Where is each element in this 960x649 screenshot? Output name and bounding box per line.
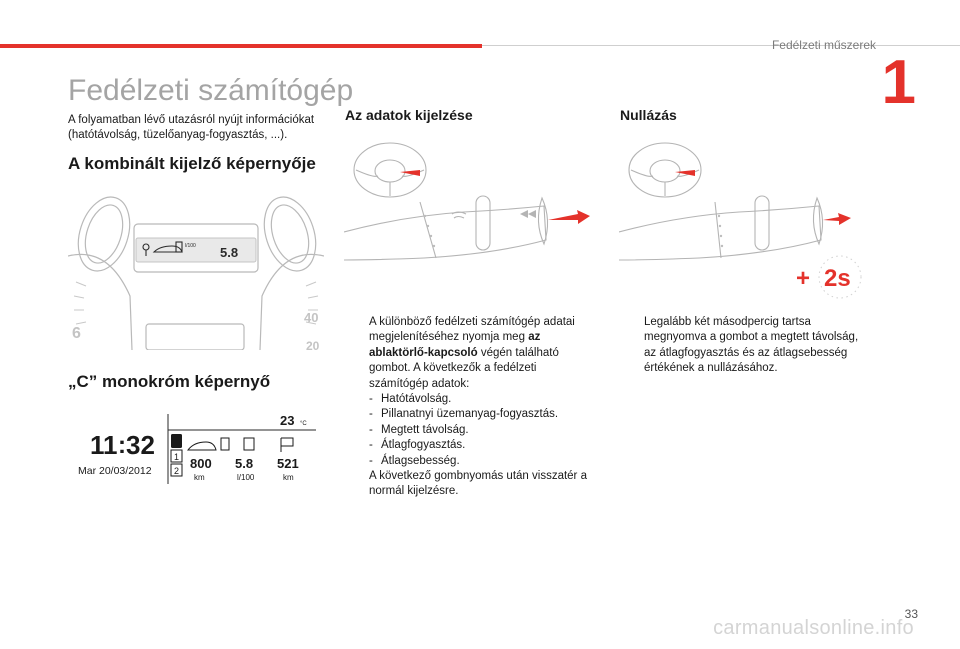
trip-data-average-speed: Átlagsebesség. — [381, 454, 460, 467]
right-vent-inner — [265, 200, 316, 268]
stalk-end-button — [538, 198, 547, 244]
scale-dot — [427, 225, 429, 227]
left-gauge-ticks — [74, 282, 86, 324]
monochrome-screen-illustration — [76, 410, 320, 488]
button-pointer-arrow — [548, 210, 590, 224]
intro-text: A folyamatban lévő utazásról nyújt információkat (hatótávolság, tüzelőanyag-fogyasztás, ...). — [68, 114, 315, 141]
list-dash: - — [369, 408, 373, 421]
heading-reset: Nullázás — [620, 107, 677, 123]
reset-instructions — [620, 315, 870, 377]
range-unit: km — [194, 473, 205, 482]
outside-temperature: 23 — [280, 413, 295, 428]
cluster-value: 5.8 — [220, 245, 239, 260]
left-vent-inner — [79, 200, 130, 268]
stalk-body — [344, 206, 546, 260]
consumption-unit: l/100 — [237, 473, 255, 482]
scale-dot — [430, 235, 432, 237]
list-dash: - — [369, 454, 373, 467]
instruction-item — [345, 315, 595, 469]
instruction-item — [345, 469, 595, 500]
stalk-ring — [755, 196, 769, 250]
gauge-right-bottom-number: 20 — [306, 339, 320, 350]
trip-data-average-consumption: Átlagfogyasztás. — [381, 439, 466, 452]
stalk-end-button — [813, 198, 822, 244]
stalk-scale-line — [420, 202, 436, 258]
wiper-stalk-illustration — [344, 140, 600, 280]
cluster-drawing — [68, 186, 324, 350]
scale-dot — [718, 215, 720, 217]
range-car-icon — [188, 442, 216, 450]
trip-data-range: Hatótávolság. — [381, 393, 452, 406]
steering-wheel-hub — [650, 160, 680, 182]
heading-combined-display: A kombinált kijelző képernyője — [68, 154, 316, 173]
chequered-flag-icon — [281, 438, 293, 452]
tab-2-label: 2 — [174, 466, 180, 476]
list-dash: - — [369, 439, 373, 452]
distance-value: 521 — [277, 456, 299, 471]
list-dash: - — [369, 423, 373, 436]
trip-data-item — [369, 454, 595, 469]
instruction-item — [620, 315, 870, 377]
instruction-text-bold: az ablaktörlő-kapcsoló — [369, 331, 541, 359]
monochrome-drawing — [76, 410, 320, 488]
stalk-ring — [476, 196, 490, 250]
trip-data-current-consumption: Pillanatnyi üzemanyag-fogyasztás. — [381, 408, 559, 421]
trip-data-item — [369, 423, 595, 438]
trip-data-list — [369, 392, 595, 469]
instruction-text-post: végén található gombot. A következők a fedélzeti számítógép adatok: — [369, 346, 559, 390]
scale-dot — [433, 245, 435, 247]
clock-minutes: 32 — [126, 430, 155, 460]
page-title: Fedélzeti számítógép — [68, 74, 354, 107]
instruction-return-text: A következő gombnyomás után visszatér a normál kijelzésre. — [369, 470, 587, 498]
fuel-pump-icon — [221, 438, 229, 450]
double-arrow-icon — [520, 210, 536, 218]
cluster-illustration — [68, 186, 324, 350]
reset-instruction-text: Legalább két másodpercig tartsa megnyomva a gombot a megtett távolság, az átlagfogyasztás és az átlagsebesség értékének a nullázásához. — [644, 316, 859, 375]
temperature-unit: °C — [300, 421, 307, 427]
scale-dot — [720, 235, 722, 237]
clock-hours: 11 — [90, 430, 118, 460]
hold-badge-drawing — [794, 254, 866, 300]
clock-colon: : — [118, 432, 126, 459]
tab-1-label: 1 — [174, 452, 180, 462]
heading-monochrome-display: „C” monokróm képernyő — [68, 372, 271, 391]
wheel-drawing-1 — [344, 140, 600, 280]
hold-two-seconds-badge — [794, 254, 866, 300]
chapter-number: 1 — [881, 48, 916, 117]
gauge-left-number: 6 — [72, 325, 81, 342]
consumption-value: 5.8 — [235, 456, 254, 471]
trip-data-item — [369, 438, 595, 453]
left-vent-shape — [69, 190, 138, 277]
trip-data-item — [369, 407, 595, 422]
right-gauge-arc — [260, 254, 324, 350]
plus-sign: + — [796, 265, 811, 292]
stalk-scale-line — [715, 202, 721, 258]
screen-date: Mar 20/03/2012 — [78, 465, 152, 477]
scale-dot — [721, 245, 723, 247]
trip-data-item — [369, 392, 595, 407]
steering-wheel-hub — [375, 160, 405, 182]
distance-unit: km — [283, 473, 294, 482]
section-header: Fedélzeti műszerek — [771, 38, 876, 52]
watermark: carmanualsonline.info — [713, 617, 914, 639]
scale-dot — [424, 215, 426, 217]
scale-dot — [719, 225, 721, 227]
trip-computer-tab-icon — [171, 434, 182, 448]
lower-panel — [146, 324, 244, 350]
header-divider — [482, 45, 960, 46]
distance-icon — [244, 438, 254, 450]
header-accent-bar — [0, 44, 482, 48]
data-display-instructions — [345, 315, 595, 500]
button-pointer-arrow — [823, 213, 851, 225]
heading-data-display: Az adatok kijelzése — [345, 107, 473, 123]
right-vent-shape — [255, 190, 324, 277]
two-seconds-label: 2s — [824, 265, 851, 292]
instruction-text-pre: A különböző fedélzeti számítógép adatai megjelenítéséhez nyomja meg — [369, 316, 575, 344]
page-number: 33 — [904, 607, 918, 621]
range-value: 800 — [190, 456, 212, 471]
gauge-right-top-number: 40 — [304, 310, 319, 325]
trip-data-distance: Megtett távolság. — [381, 423, 469, 436]
list-dash: - — [369, 393, 373, 406]
cluster-unit: l/100 — [185, 243, 196, 249]
